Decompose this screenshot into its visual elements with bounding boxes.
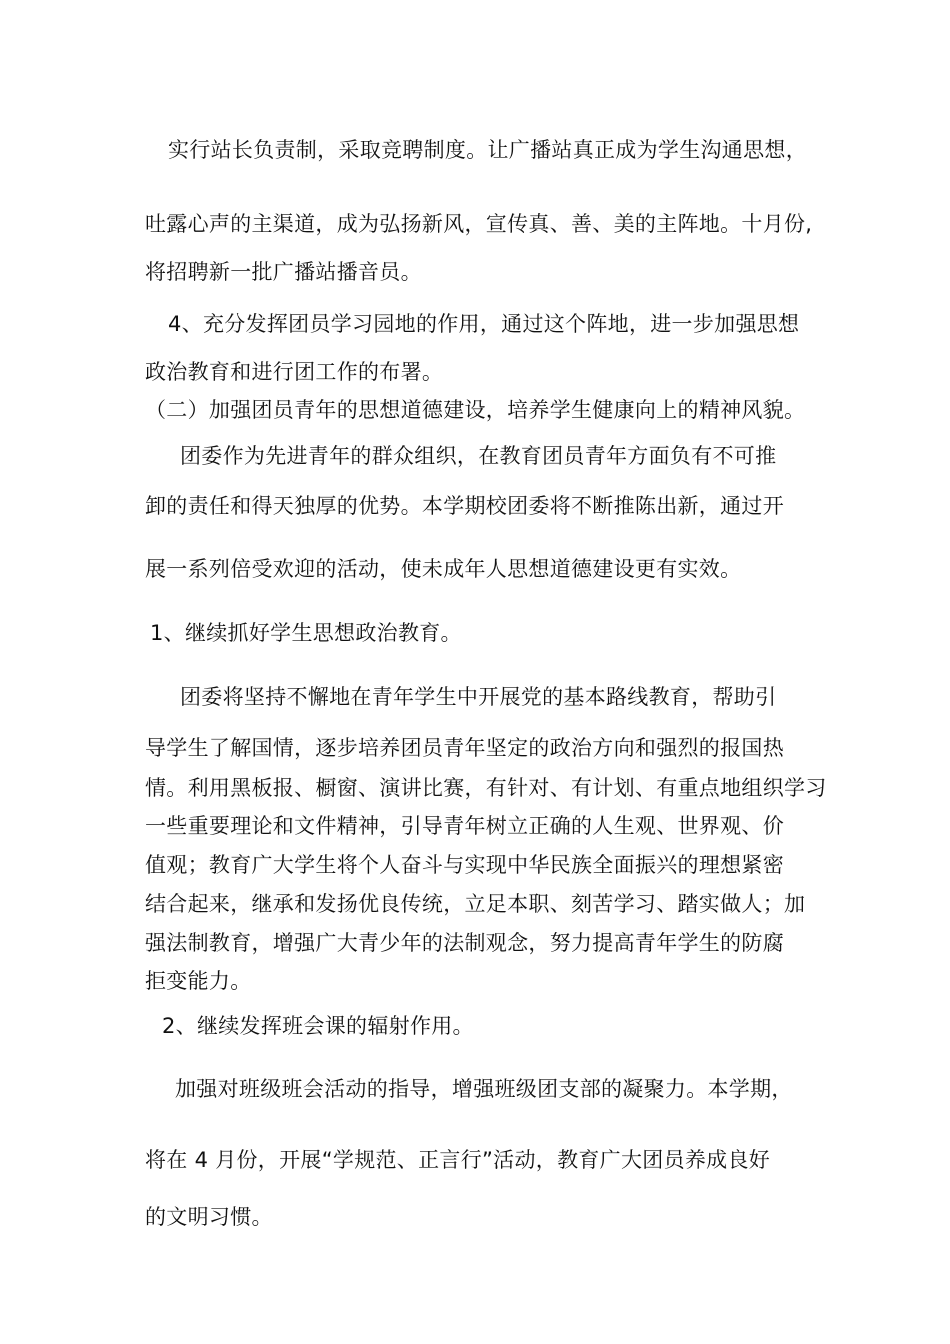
text-line: 团委将坚持不懈地在青年学生中开展党的基本路线教育，帮助引 bbox=[180, 685, 777, 709]
subsection-heading-2: 2、继续发挥班会课的辐射作用。 bbox=[162, 1014, 474, 1038]
text-line: 的文明习惯。 bbox=[145, 1205, 273, 1229]
subsection-heading-1: 1、继续抓好学生思想政治教育。 bbox=[150, 621, 462, 645]
text-line: 团委作为先进青年的群众组织，在教育团员青年方面负有不可推 bbox=[180, 444, 777, 468]
text-line: 卸的责任和得天独厚的优势。本学期校团委将不断推陈出新，通过开 bbox=[145, 494, 784, 518]
text-line: 一些重要理论和文件精神，引导青年树立正确的人生观、世界观、价 bbox=[145, 814, 784, 838]
text-line: 强法制教育，增强广大青少年的法制观念，努力提高青年学生的防腐 bbox=[145, 931, 784, 955]
text-line: 值观；教育广大学生将个人奋斗与实现中华民族全面振兴的理想紧密 bbox=[145, 853, 784, 877]
section-heading-2: （二）加强团员青年的思想道德建设，培养学生健康向上的精神风貌。 bbox=[145, 398, 806, 422]
text-line: 政治教育和进行团工作的布署。 bbox=[145, 360, 444, 384]
text-line: 情。利用黑板报、橱窗、演讲比赛，有针对、有计划、有重点地组织学习 bbox=[145, 776, 827, 800]
text-line: 将在 4 月份，开展“学规范、正言行”活动，教育广大团员养成良好 bbox=[145, 1148, 771, 1172]
text-line: 展一系列倍受欢迎的活动，使未成年人思想道德建设更有实效。 bbox=[145, 557, 742, 581]
text-line: 实行站长负责制，采取竞聘制度。让广播站真正成为学生沟通思想， bbox=[168, 138, 807, 162]
text-line: 导学生了解国情，逐步培养团员青年坚定的政治方向和强烈的报国热 bbox=[145, 736, 784, 760]
text-line: 将招聘新一批广播站播音员。 bbox=[145, 260, 422, 284]
text-line: 拒变能力。 bbox=[145, 969, 252, 993]
text-line: 吐露心声的主渠道，成为弘扬新风，宣传真、善、美的主阵地。十月份, bbox=[145, 212, 813, 236]
text-line: 结合起来，继承和发扬优良传统，立足本职、刻苦学习、踏实做人；加 bbox=[145, 892, 806, 916]
section-heading-4: 4、充分发挥团员学习园地的作用，通过这个阵地，进一步加强思想 bbox=[168, 312, 800, 336]
text-line: 加强对班级班会活动的指导，增强班级团支部的凝聚力。本学期， bbox=[175, 1077, 793, 1101]
